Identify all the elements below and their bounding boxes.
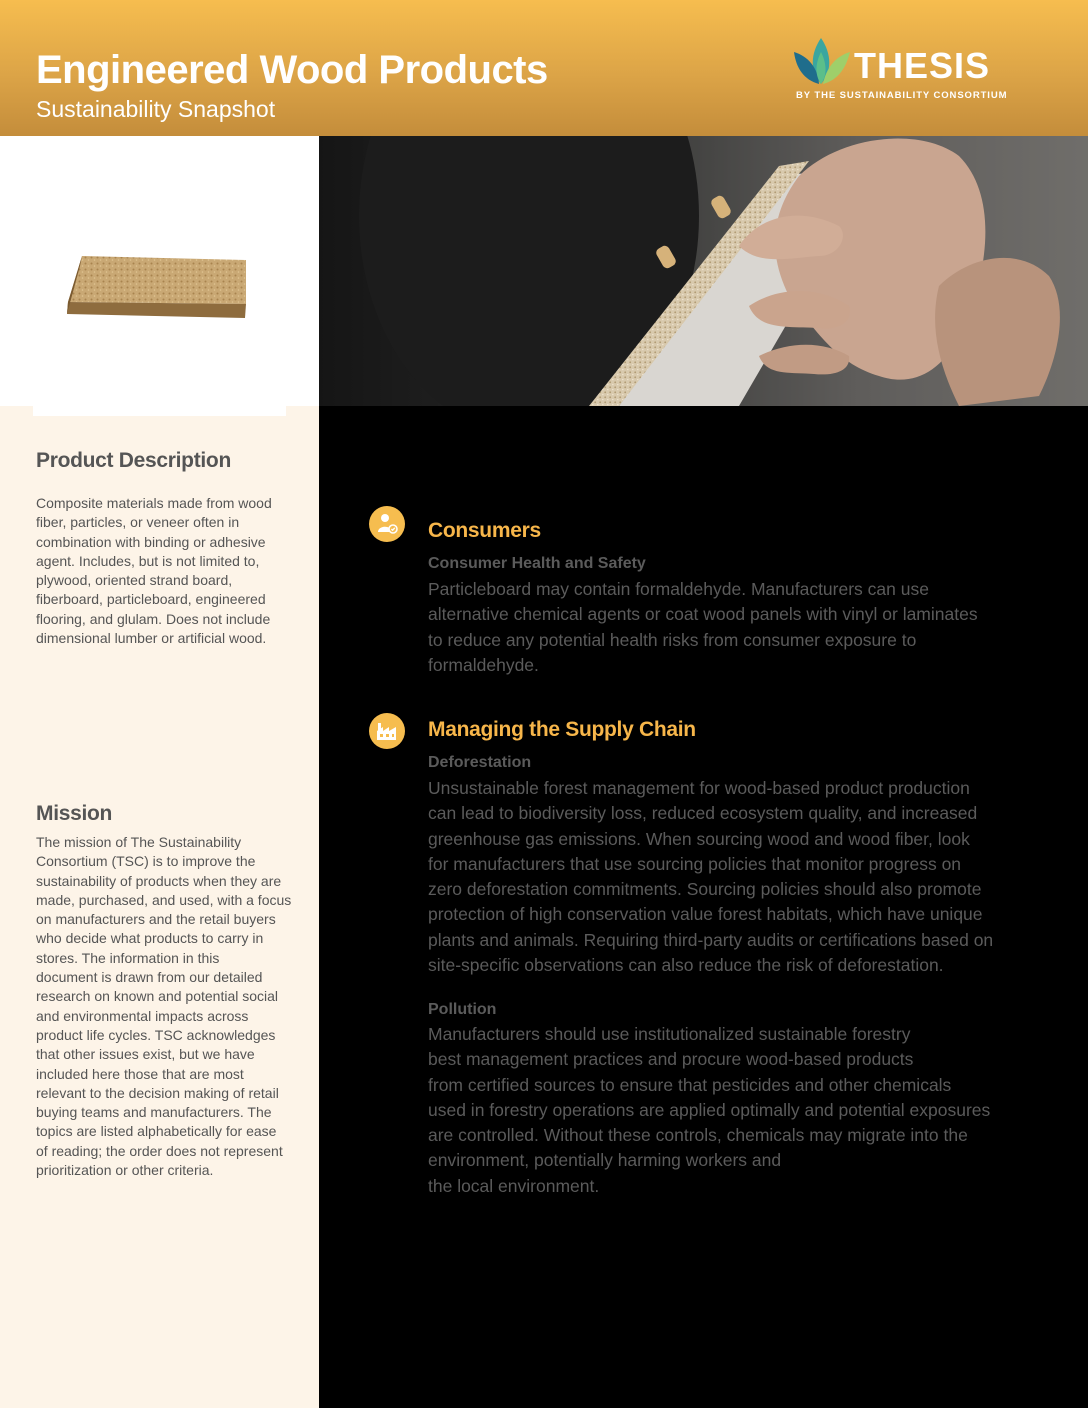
text-line: of reading; the order does not represent xyxy=(36,1142,283,1159)
text-line: included here those that are most xyxy=(36,1065,244,1082)
text-line: are controlled. Without these controls, chemicals may migrate into the xyxy=(428,1125,968,1146)
text-line: formaldehyde. xyxy=(428,654,539,675)
section-heading-consumers: Consumers xyxy=(428,519,541,542)
sidebar-tab xyxy=(33,406,286,416)
text-line: environment, potentially harming workers and xyxy=(428,1150,782,1171)
text-line: product life cycles. TSC acknowledges xyxy=(36,1026,276,1043)
text-line: can lead to biodiversity loss, reduced ecosystem quality, and increased xyxy=(428,803,978,824)
text-line: Composite materials made from wood xyxy=(36,495,272,511)
text-line: Consortium (TSC) is to improve the xyxy=(36,853,256,870)
text-line: dimensional lumber or artificial wood. xyxy=(36,630,267,647)
hand-holding-particleboard-photo xyxy=(319,136,1088,406)
text-line: The mission of The Sustainability xyxy=(36,834,242,850)
text-line: plants and animals. Requiring third-party audits or certifications based on xyxy=(428,929,994,950)
page-subtitle: Sustainability Snapshot xyxy=(36,96,276,122)
text-line: combination with binding or adhesive xyxy=(36,533,266,550)
text-line: stores. The information in this xyxy=(36,949,220,966)
text-line: relevant to the decision making of retail xyxy=(36,1084,279,1101)
text-line: protection of high conservation value forest habitats, which have unique xyxy=(428,904,983,925)
particleboard-product-image xyxy=(0,136,319,406)
text-line: who decide what products to carry in xyxy=(36,930,264,947)
text-line: fiberboard, particleboard, engineered xyxy=(36,591,266,608)
mission-text xyxy=(36,833,298,1180)
consumer-health-text xyxy=(428,577,1028,678)
text-line: flooring, and glulam. Does not include xyxy=(36,610,271,627)
text-line: used in forestry operations are applied optimally and potential exposures xyxy=(428,1099,991,1120)
logo-tagline: BY THE SUSTAINABILITY CONSORTIUM xyxy=(796,90,1008,101)
text-line: sustainability of products when they are xyxy=(36,872,282,889)
text-line: from certified sources to ensure that pesticides and other chemicals xyxy=(428,1074,952,1095)
text-line: for manufacturers that use sourcing policies that monitor progress on xyxy=(428,853,962,874)
product-image-panel xyxy=(0,136,319,406)
text-line: that other issues exist, but we have xyxy=(36,1046,255,1063)
text-line: plywood, oriented strand board, xyxy=(36,572,233,589)
consumer-icon xyxy=(369,506,405,542)
text-line: buying teams and manufacturers. The xyxy=(36,1104,272,1121)
text-line: alternative chemical agents or coat wood panels with vinyl or laminates xyxy=(428,604,978,625)
text-line: agent. Includes, but is not limited to, xyxy=(36,552,260,569)
text-line: and environmental impacts across xyxy=(36,1007,249,1024)
text-line: on manufacturers and the retail buyers xyxy=(36,911,276,928)
subheading-pollution: Pollution xyxy=(428,1001,497,1018)
lotus-leaves-icon xyxy=(790,34,852,86)
text-line: prioritization or other criteria. xyxy=(36,1162,214,1179)
pollution-text xyxy=(428,1022,1028,1199)
factory-icon xyxy=(369,713,405,749)
text-line: Unsustainable forest management for wood-based product production xyxy=(428,778,970,798)
product-description-text xyxy=(36,494,298,648)
text-line: made, purchased, and used, with a focus xyxy=(36,891,292,908)
text-line: zero deforestation commitments. Sourcing policies should also promote xyxy=(428,879,982,900)
text-line: fiber, particles, or veneer often in xyxy=(36,514,240,531)
subheading-consumer-health: Consumer Health and Safety xyxy=(428,555,646,572)
section-heading-supply-chain: Managing the Supply Chain xyxy=(428,718,696,741)
thesis-logo xyxy=(790,34,1030,106)
text-line: to reduce any potential health risks from consumer exposure to xyxy=(428,629,917,650)
text-line: greenhouse gas emissions. When sourcing wood and wood fiber, look xyxy=(428,828,970,849)
subheading-deforestation: Deforestation xyxy=(428,754,532,771)
text-line: document is drawn from our detailed xyxy=(36,969,263,986)
header-banner xyxy=(0,0,1088,136)
text-line: best management practices and procure wood-based products xyxy=(428,1049,914,1070)
logo-wordmark: THESIS xyxy=(854,45,991,86)
deforestation-text xyxy=(428,776,1028,978)
product-description-heading: Product Description xyxy=(36,449,231,472)
photo-illustration xyxy=(319,136,1088,406)
text-line: research on known and potential social xyxy=(36,988,279,1005)
text-line: Manufacturers should use institutionalized sustainable forestry xyxy=(428,1024,911,1044)
text-line: site-specific observations can also reduce the risk of deforestation. xyxy=(428,955,944,976)
text-line: the local environment. xyxy=(428,1175,600,1196)
page-title: Engineered Wood Products xyxy=(36,48,548,92)
mission-heading: Mission xyxy=(36,802,113,825)
text-line: topics are listed alphabetically for ease xyxy=(36,1123,277,1140)
text-line: Particleboard may contain formaldehyde. Manufacturers can use xyxy=(428,579,929,599)
